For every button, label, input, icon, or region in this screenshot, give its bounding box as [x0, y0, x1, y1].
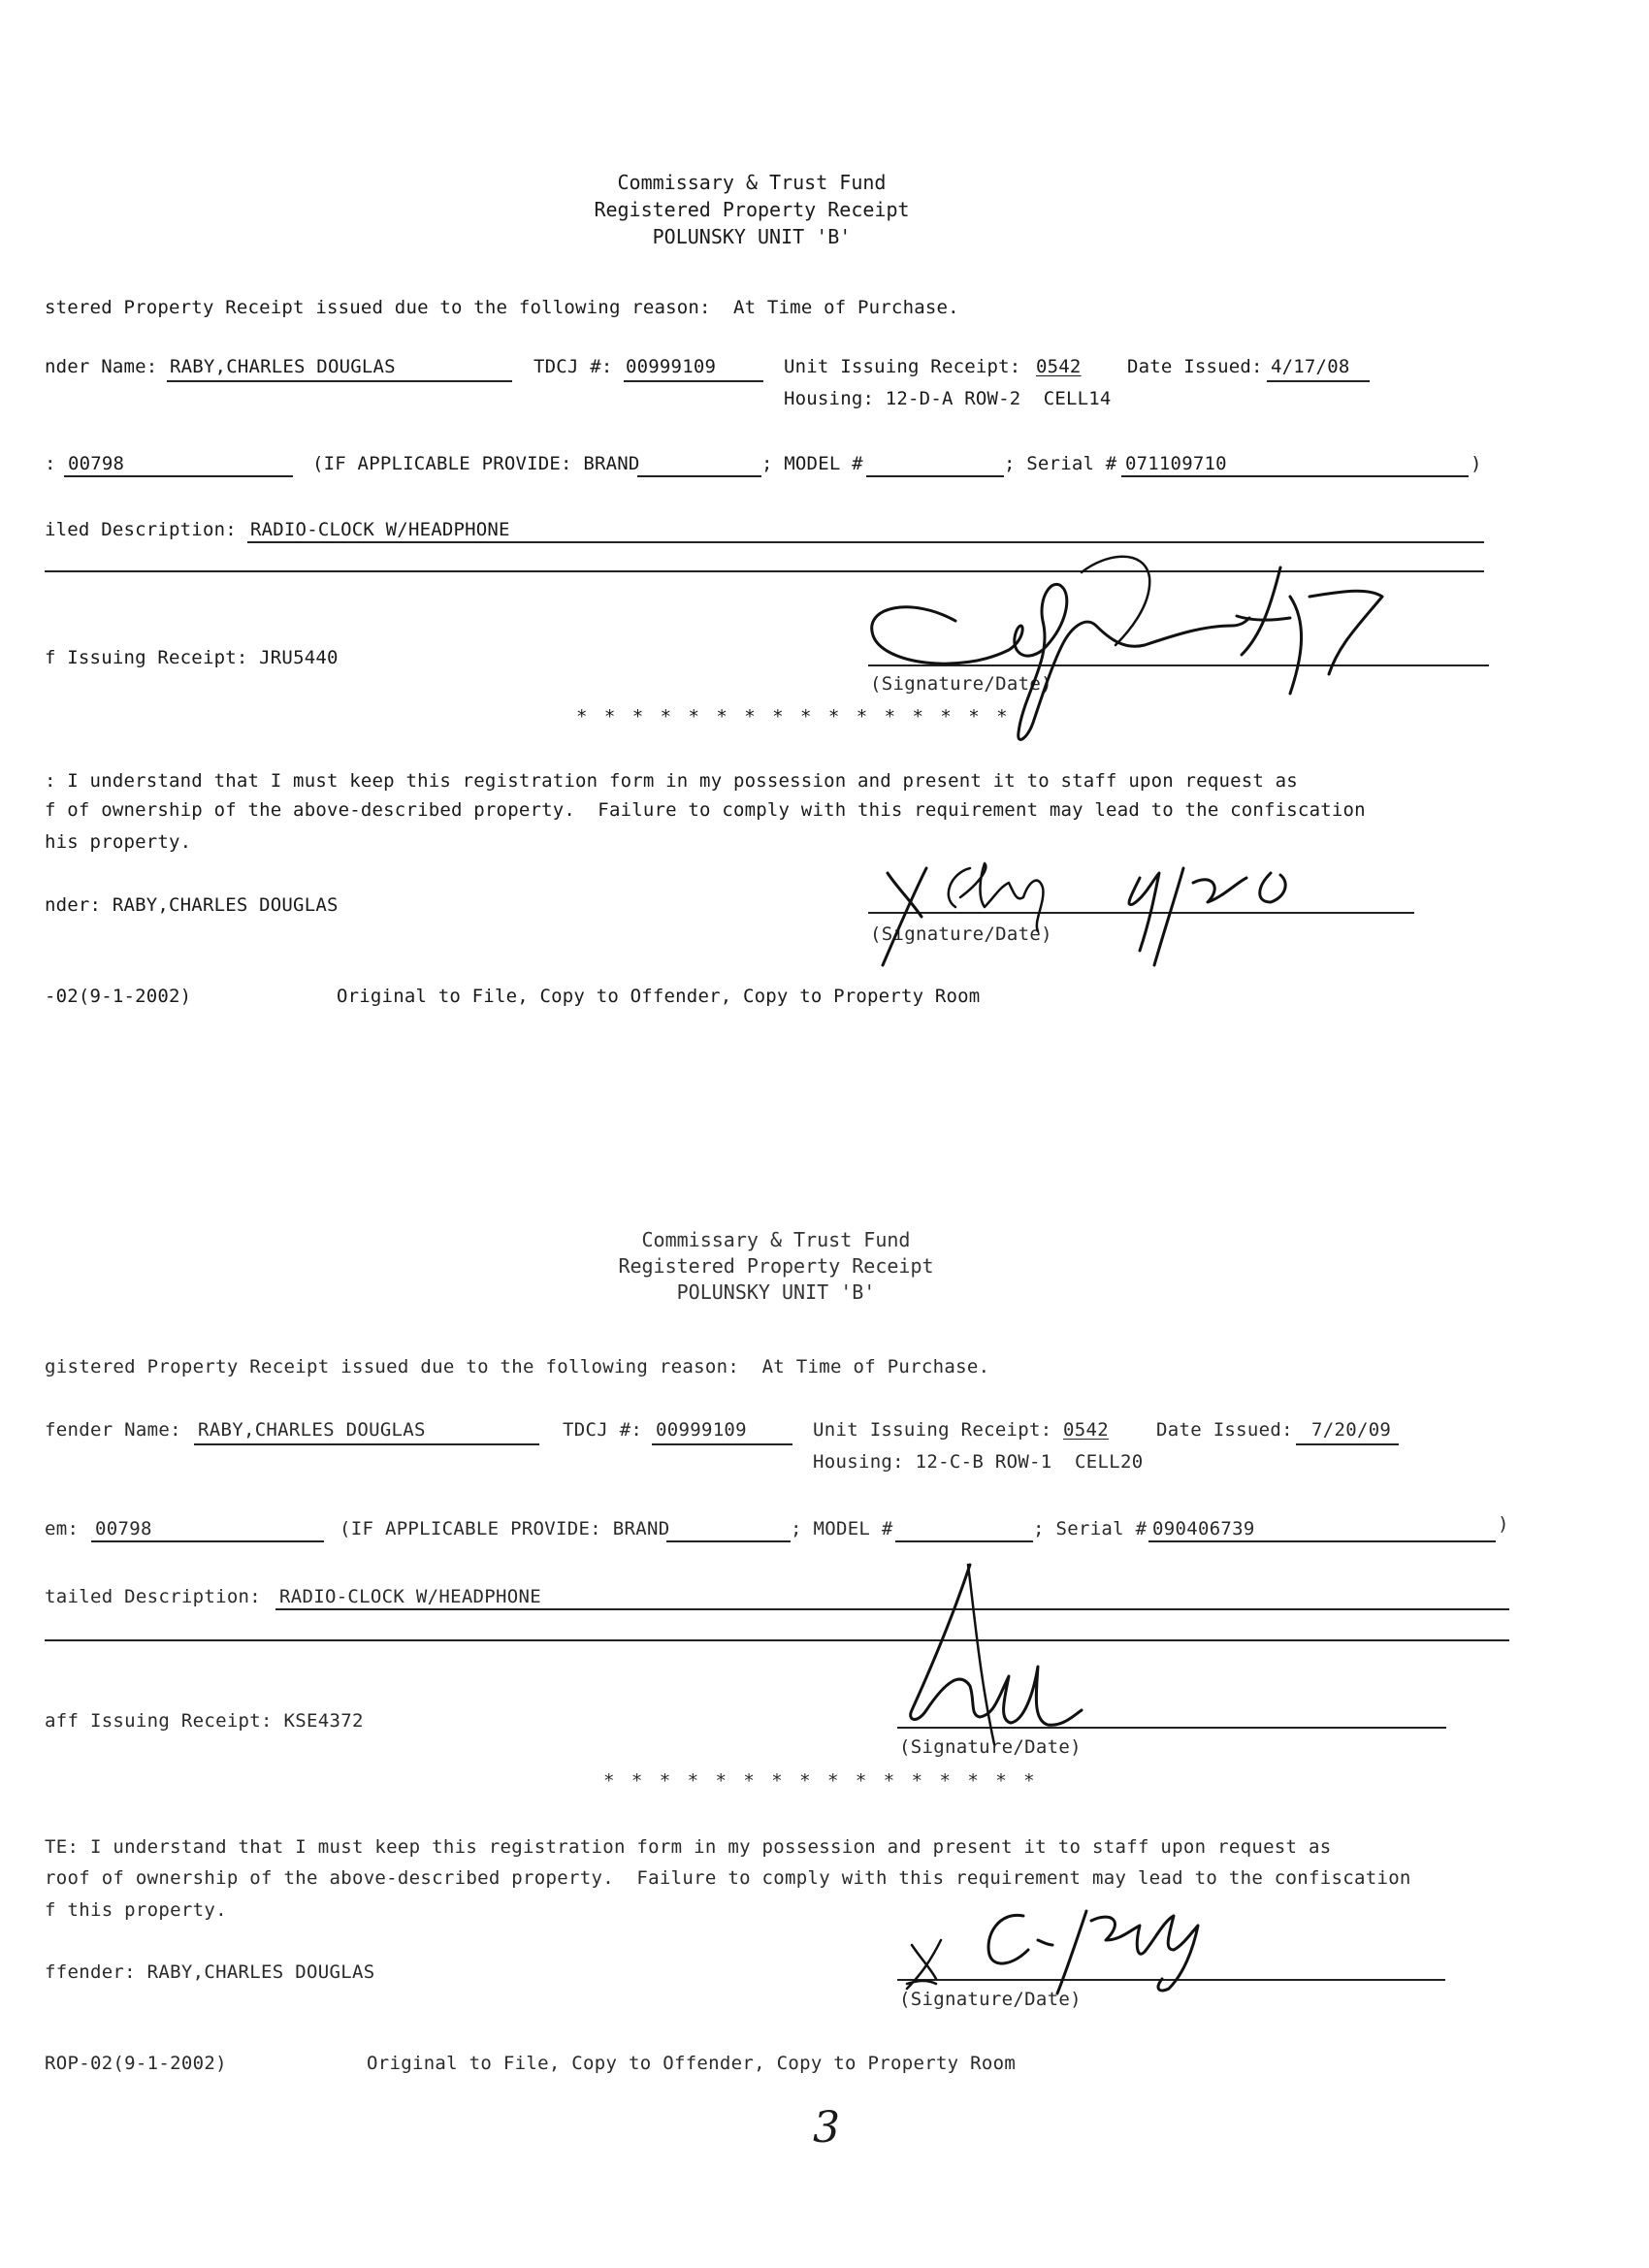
tdcj-label: TDCJ #: [534, 356, 613, 377]
offender-signature-name: nder: RABY,CHARLES DOUGLAS [45, 894, 339, 916]
staff-line [45, 647, 339, 668]
date-value: 4/17/08 [1271, 356, 1350, 377]
offender-name-value: RABY,CHARLES DOUGLAS [170, 356, 396, 377]
offender-name-label: fender Name: [45, 1419, 181, 1441]
serial-value: 090406739 [1152, 1518, 1255, 1539]
brand-label: (IF APPLICABLE PROVIDE: BRAND [312, 453, 640, 474]
header-line-3: POLUNSKY UNIT 'B' [676, 1280, 876, 1304]
note-line-2: f of ownership of the above-described property. Failure to comply with this requirement may lead to the confiscation [45, 799, 1366, 821]
header-line-1: Commissary & Trust Fund [617, 171, 887, 194]
form-id: ROP-02(9-1-2002) [45, 2053, 227, 2074]
description-label: tailed Description: [45, 1586, 262, 1607]
note-line-1: : I understand that I must keep this registration form in my possession and present it to staff upon request as [45, 770, 1298, 792]
housing-value: 12-D-A ROW-2 CELL14 [885, 388, 1112, 409]
model-label: ; MODEL # [791, 1518, 893, 1539]
staff-value: JRU5440 [259, 647, 339, 668]
tdcj-label: TDCJ #: [563, 1419, 643, 1441]
serial-value: 071109710 [1125, 453, 1227, 474]
note-line-3: f this property. [45, 1899, 227, 1921]
divider-stars: * * * * * * * * * * * * * * * * [576, 706, 1011, 728]
date-label: Date Issued: [1156, 1419, 1293, 1441]
item-value: 00798 [68, 453, 125, 474]
housing-value: 12-C-B ROW-1 CELL20 [915, 1451, 1144, 1473]
offender-name-value: RABY,CHARLES DOUGLAS [198, 1419, 426, 1441]
divider-stars: * * * * * * * * * * * * * * * * [603, 1770, 1038, 1792]
item-value: 00798 [95, 1518, 152, 1539]
receipt-header [558, 169, 946, 250]
note-line-3: his property. [45, 831, 192, 853]
reason-label: gistered Property Receipt issued due to the following reason: [45, 1356, 740, 1377]
date-label: Date Issued: [1127, 356, 1263, 377]
reason-label: stered Property Receipt issued due to the following reason: [45, 297, 711, 318]
housing-line [784, 388, 1112, 409]
serial-close-paren: ) [1498, 1513, 1509, 1535]
tdcj-value: 00999109 [656, 1419, 747, 1441]
offender-signature-name: ffender: RABY,CHARLES DOUGLAS [45, 1961, 375, 1983]
staff-label: aff Issuing Receipt: [45, 1710, 273, 1732]
brand-label: (IF APPLICABLE PROVIDE: BRAND [340, 1518, 670, 1539]
note-line-2: roof of ownership of the above-described property. Failure to comply with this requirement may lead to the confiscation [45, 1867, 1411, 1889]
item-label: : [45, 453, 56, 474]
serial-label: ; Serial # [1004, 453, 1117, 474]
staff-signature-label: (Signature/Date) [899, 1736, 1082, 1758]
distribution-note: Original to File, Copy to Offender, Copy to Property Room [367, 2053, 1017, 2074]
description-value: RADIO-CLOCK W/HEADPHONE [279, 1586, 541, 1607]
offender-signature [863, 844, 1368, 989]
header-line-1: Commissary & Trust Fund [641, 1228, 911, 1251]
unit-value: 0542 [1063, 1419, 1109, 1441]
model-label: ; MODEL # [761, 453, 863, 474]
page-number: 3 [813, 2103, 840, 2153]
staff-label: f Issuing Receipt: [45, 647, 248, 668]
housing-line [813, 1451, 1143, 1473]
serial-close-paren: ) [1471, 453, 1482, 474]
header-line-3: POLUNSKY UNIT 'B' [652, 225, 852, 248]
date-value: 7/20/09 [1311, 1419, 1392, 1441]
offender-signature-label: (Signature/Date) [870, 923, 1052, 945]
staff-value: KSE4372 [283, 1710, 364, 1732]
tdcj-value: 00999109 [626, 356, 717, 377]
reason-value: At Time of Purchase. [761, 1356, 990, 1377]
reason-line [45, 1356, 989, 1377]
housing-label: Housing: [813, 1451, 904, 1473]
staff-signature [902, 1550, 1154, 1773]
reason-line [45, 297, 959, 318]
offender-name-label: nder Name: [45, 356, 158, 377]
unit-label: Unit Issuing Receipt: [813, 1419, 1052, 1441]
note-line-1: TE: I understand that I must keep this registration form in my possession and present it to staff upon request as [45, 1836, 1332, 1858]
distribution-note: Original to File, Copy to Offender, Copy to Property Room [337, 986, 981, 1007]
offender-signature-label: (Signature/Date) [899, 1989, 1082, 2010]
reason-value: At Time of Purchase. [732, 297, 959, 318]
staff-signature-label: (Signature/Date) [870, 673, 1052, 695]
description-label: iled Description: [45, 519, 237, 540]
offender-signature [892, 1892, 1300, 1998]
description-value: RADIO-CLOCK W/HEADPHONE [250, 519, 510, 540]
housing-label: Housing: [784, 388, 875, 409]
header-line-2: Registered Property Receipt [594, 198, 910, 221]
serial-label: ; Serial # [1033, 1518, 1148, 1539]
form-id: -02(9-1-2002) [45, 986, 192, 1007]
staff-line [45, 1710, 364, 1732]
unit-label: Unit Issuing Receipt: [784, 356, 1021, 377]
receipt-header [582, 1227, 970, 1306]
item-label: em: [45, 1518, 80, 1539]
unit-value: 0542 [1036, 356, 1082, 377]
header-line-2: Registered Property Receipt [618, 1254, 934, 1278]
